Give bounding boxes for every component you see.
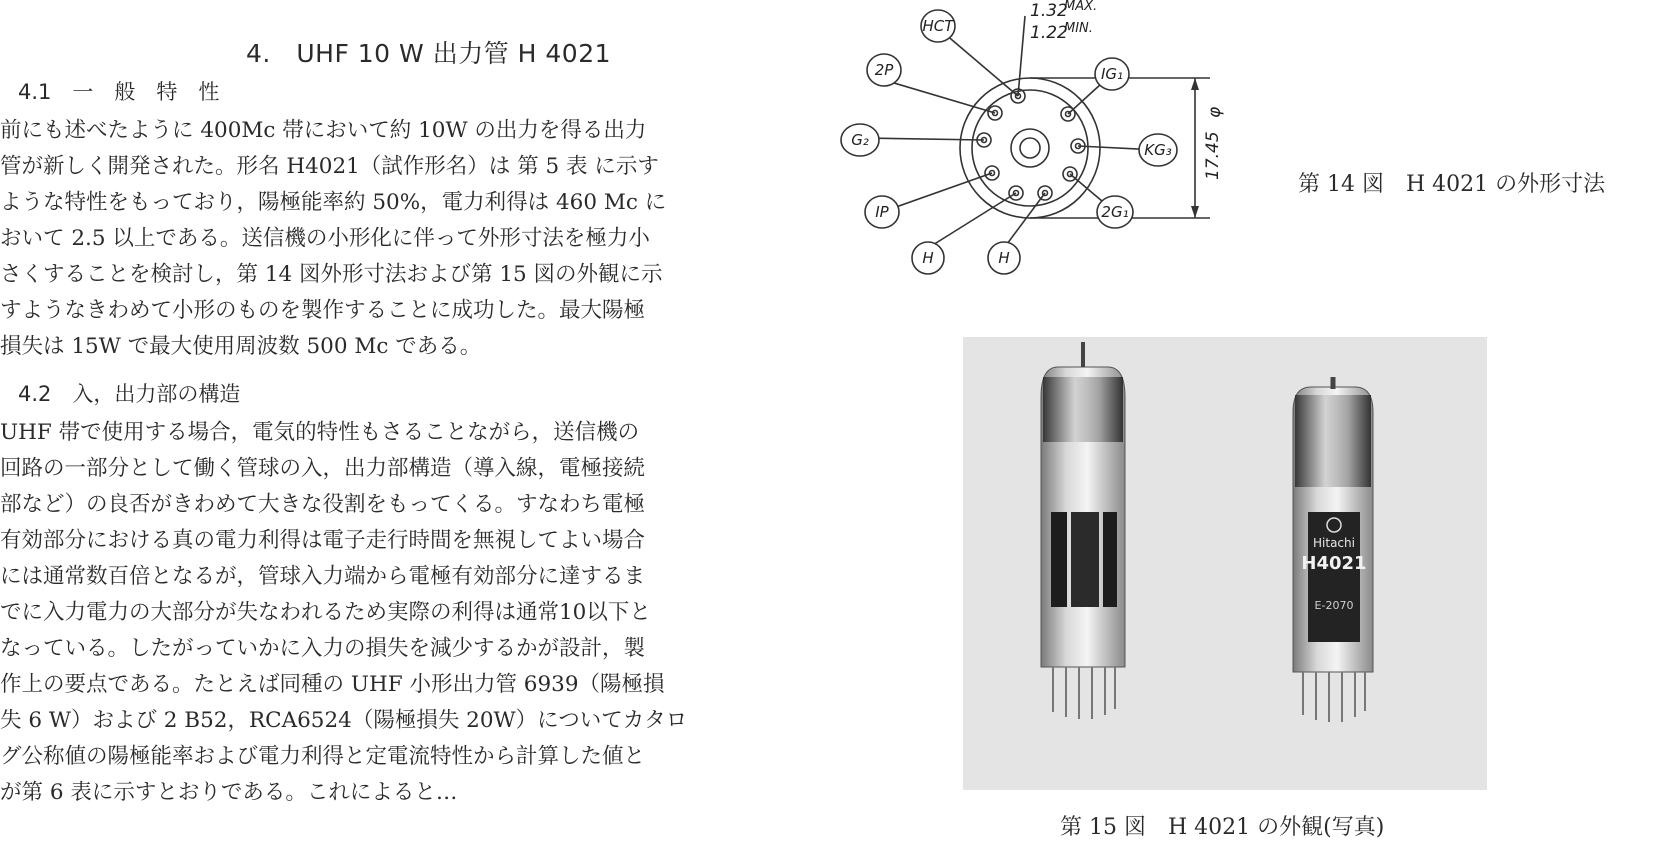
tube-brand: Hitachi bbox=[1313, 536, 1355, 550]
text-line: 有効部分における真の電力利得は電子走行時間を無視してよい場合 bbox=[0, 528, 646, 553]
tube-base-diagram bbox=[851, 0, 1250, 280]
text-line: おいて 2.5 以上である。送信機の小形化に伴って外形寸法を極力小 bbox=[0, 226, 650, 251]
paragraph-general-characteristics bbox=[0, 113, 860, 365]
text-line: 損失は 15W で最大使用周波数 500 Mc である。 bbox=[0, 334, 482, 359]
text-line: UHF 帯で使用する場合，電気的特性もさることながら，送信機の bbox=[0, 420, 640, 445]
figure-15-caption: 第 15 図 H 4021 の外観(写真) bbox=[1060, 815, 1385, 840]
text-line: ような特性をもっており，陽極能率約 50%，電力利得は 460 Mc に bbox=[0, 190, 667, 215]
text-line: なっている。したがっていかに入力の損失を減少するかが設計，製 bbox=[0, 636, 646, 661]
dim-max-value: 1.32 bbox=[1030, 1, 1068, 21]
text-line: が第 6 表に示すとおりである。これによると… bbox=[0, 780, 458, 805]
tube-code: E-2070 bbox=[1314, 599, 1354, 612]
pin-label-2p: 2P bbox=[874, 61, 894, 79]
tube-photo-illustration bbox=[963, 337, 1487, 790]
tube-model: H4021 bbox=[1301, 553, 1367, 574]
text-line: すようなきわめて小形のものを製作することに成功した。最大陽極 bbox=[0, 298, 646, 323]
dim-min-label: MIN. bbox=[1064, 21, 1093, 36]
text-line: には通常数百倍となるが，管球入力端から電極有効部分に達するま bbox=[0, 564, 646, 589]
diameter-value: 17.45 bbox=[1203, 131, 1223, 180]
tube-right bbox=[1293, 377, 1373, 722]
pin-label-ig1: IG₁ bbox=[1100, 65, 1124, 83]
paragraph-io-structure bbox=[0, 415, 860, 811]
text-line: 前にも述べたように 400Mc 帯において約 10W の出力を得る出力 bbox=[0, 118, 647, 143]
dim-min-value: 1.22 bbox=[1030, 23, 1068, 43]
text-line: 管が新しく開発された。形名 H4021（試作形名）は 第 5 表 に示す bbox=[0, 154, 659, 179]
tube-left bbox=[1041, 342, 1125, 719]
section-title: 4. UHF 10 W 出力管 H 4021 bbox=[246, 39, 612, 68]
text-line: 失 6 W）および 2 B52，RCA6524（陽極損失 20W）についてカタロ bbox=[0, 708, 688, 733]
dim-max-label: MAX. bbox=[1064, 0, 1098, 14]
figure-14-caption: 第 14 図 H 4021 の外形寸法 bbox=[1298, 172, 1606, 197]
text-line: さくすることを検討し，第 14 図外形寸法および第 15 図の外観に示 bbox=[0, 262, 663, 287]
pin-label-h-left: H bbox=[922, 249, 934, 267]
subsection-heading-structure: 4.2 入，出力部の構造 bbox=[18, 382, 241, 406]
pin-label-hct: HCT bbox=[922, 17, 954, 35]
text-line: でに入力電力の大部分が失なわれるため実際の利得は通常10以下と bbox=[0, 600, 651, 625]
text-line: 作上の要点である。たとえば同種の UHF 小形出力管 6939（陽極損 bbox=[0, 672, 665, 697]
diameter-symbol: φ bbox=[1205, 106, 1225, 118]
text-line: グ公称値の陽極能率および電力利得と定電流特性から計算した値と bbox=[0, 744, 646, 769]
pin-label-h-right: H bbox=[998, 249, 1010, 267]
text-line: 回路の一部分として働く管球の入，出力部構造（導入線，電極接続 bbox=[0, 456, 646, 481]
subsection-heading-general: 4.1 一 般 特 性 bbox=[18, 80, 220, 104]
figure-15-photo bbox=[963, 337, 1487, 790]
text-line: 部など）の良否がきわめて大きな役割をもってくる。すなわち電極 bbox=[0, 492, 646, 517]
pin-label-2g1: 2G₁ bbox=[1101, 203, 1129, 221]
pin-label-ip: IP bbox=[875, 203, 889, 221]
pin-label-kg3: KG₃ bbox=[1144, 141, 1172, 159]
figure-14-dimension-drawing bbox=[851, 0, 1250, 280]
pin-label-g2: G₂ bbox=[851, 131, 869, 149]
